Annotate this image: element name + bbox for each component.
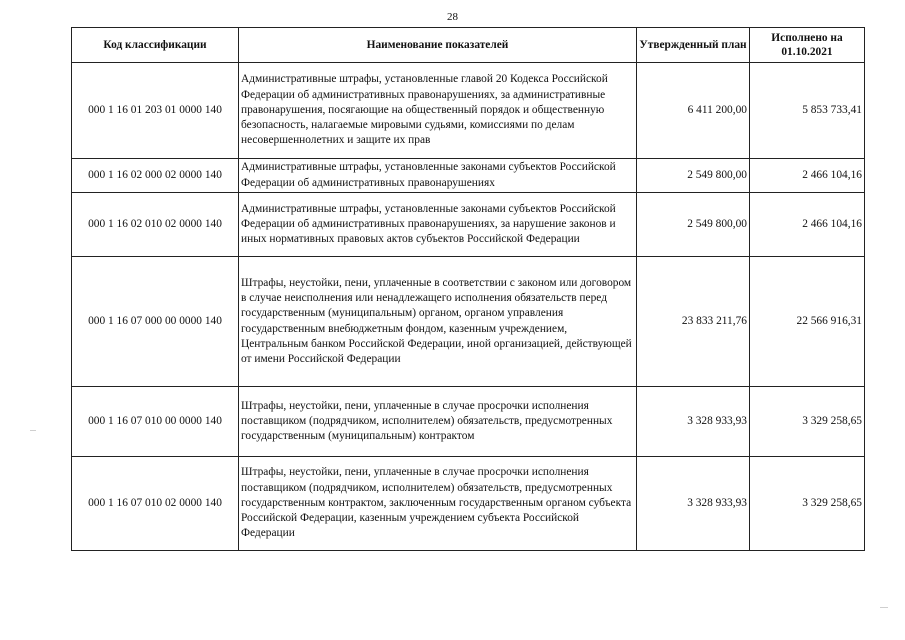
approved-plan: 2 549 800,00 bbox=[637, 193, 750, 257]
classification-code: 000 1 16 02 000 02 0000 140 bbox=[72, 159, 239, 193]
indicator-name: Штрафы, неустойки, пени, уплаченные в случае просрочки исполнения поставщиком (подрядчиком, исполнителем) обязательств, предусмотренных государственным контрактом, заключенным государственным органом субъекта Российской Федерации, казенным учреждением субъекта Российской Федерации bbox=[239, 457, 637, 551]
executed-amount: 5 853 733,41 bbox=[750, 63, 865, 159]
indicator-name: Административные штрафы, установленные главой 20 Кодекса Российской Федерации об административных правонарушениях, за административные правонарушения, посягающие на общественный порядок и общественную безопасность, налагаемые мировыми судьями, комиссиями по делам несовершеннолетних и защите их прав bbox=[239, 63, 637, 159]
indicator-name: Штрафы, неустойки, пени, уплаченные в соответствии с законом или договором в случае неисполнения или ненадлежащего исполнения обязательств перед государственным (муниципальным) органом, органом управления государственным внебюджетным фондом, казенным учреждением, Центральным банком Российской Федерации, иной организацией, действующей от имени Российской Федерации bbox=[239, 257, 637, 387]
page-number: 28 bbox=[447, 11, 458, 23]
executed-amount: 2 466 104,16 bbox=[750, 159, 865, 193]
approved-plan: 6 411 200,00 bbox=[637, 63, 750, 159]
scan-mark bbox=[30, 430, 36, 431]
classification-code: 000 1 16 01 203 01 0000 140 bbox=[72, 63, 239, 159]
indicator-name: Штрафы, неустойки, пени, уплаченные в случае просрочки исполнения поставщиком (подрядчиком, исполнителем) обязательств, предусмотренных государственным (муниципальным) контрактом bbox=[239, 387, 637, 457]
classification-code: 000 1 16 02 010 02 0000 140 bbox=[72, 193, 239, 257]
executed-amount: 22 566 916,31 bbox=[750, 257, 865, 387]
classification-code: 000 1 16 07 010 00 0000 140 bbox=[72, 387, 239, 457]
table-row bbox=[72, 159, 865, 193]
indicator-name: Административные штрафы, установленные законами субъектов Российской Федерации об административных правонарушениях bbox=[239, 159, 637, 193]
header-code: Код классификации bbox=[72, 28, 239, 63]
header-plan: Утвержденный план bbox=[637, 28, 750, 63]
approved-plan: 3 328 933,93 bbox=[637, 457, 750, 551]
table-header-row bbox=[72, 28, 865, 63]
table-row bbox=[72, 63, 865, 159]
executed-amount: 3 329 258,65 bbox=[750, 457, 865, 551]
executed-amount: 2 466 104,16 bbox=[750, 193, 865, 257]
header-name: Наименование показателей bbox=[239, 28, 637, 63]
table-row bbox=[72, 457, 865, 551]
table-row bbox=[72, 387, 865, 457]
scan-mark bbox=[880, 607, 888, 608]
executed-amount: 3 329 258,65 bbox=[750, 387, 865, 457]
header-done: Исполнено на 01.10.2021 bbox=[750, 28, 865, 63]
indicator-name: Административные штрафы, установленные законами субъектов Российской Федерации об административных правонарушениях, за нарушение законов и иных нормативных правовых актов субъектов Российской Федерации bbox=[239, 193, 637, 257]
classification-code: 000 1 16 07 000 00 0000 140 bbox=[72, 257, 239, 387]
approved-plan: 2 549 800,00 bbox=[637, 159, 750, 193]
table-row bbox=[72, 193, 865, 257]
classification-code: 000 1 16 07 010 02 0000 140 bbox=[72, 457, 239, 551]
approved-plan: 3 328 933,93 bbox=[637, 387, 750, 457]
approved-plan: 23 833 211,76 bbox=[637, 257, 750, 387]
budget-table bbox=[71, 27, 865, 551]
table-row bbox=[72, 257, 865, 387]
